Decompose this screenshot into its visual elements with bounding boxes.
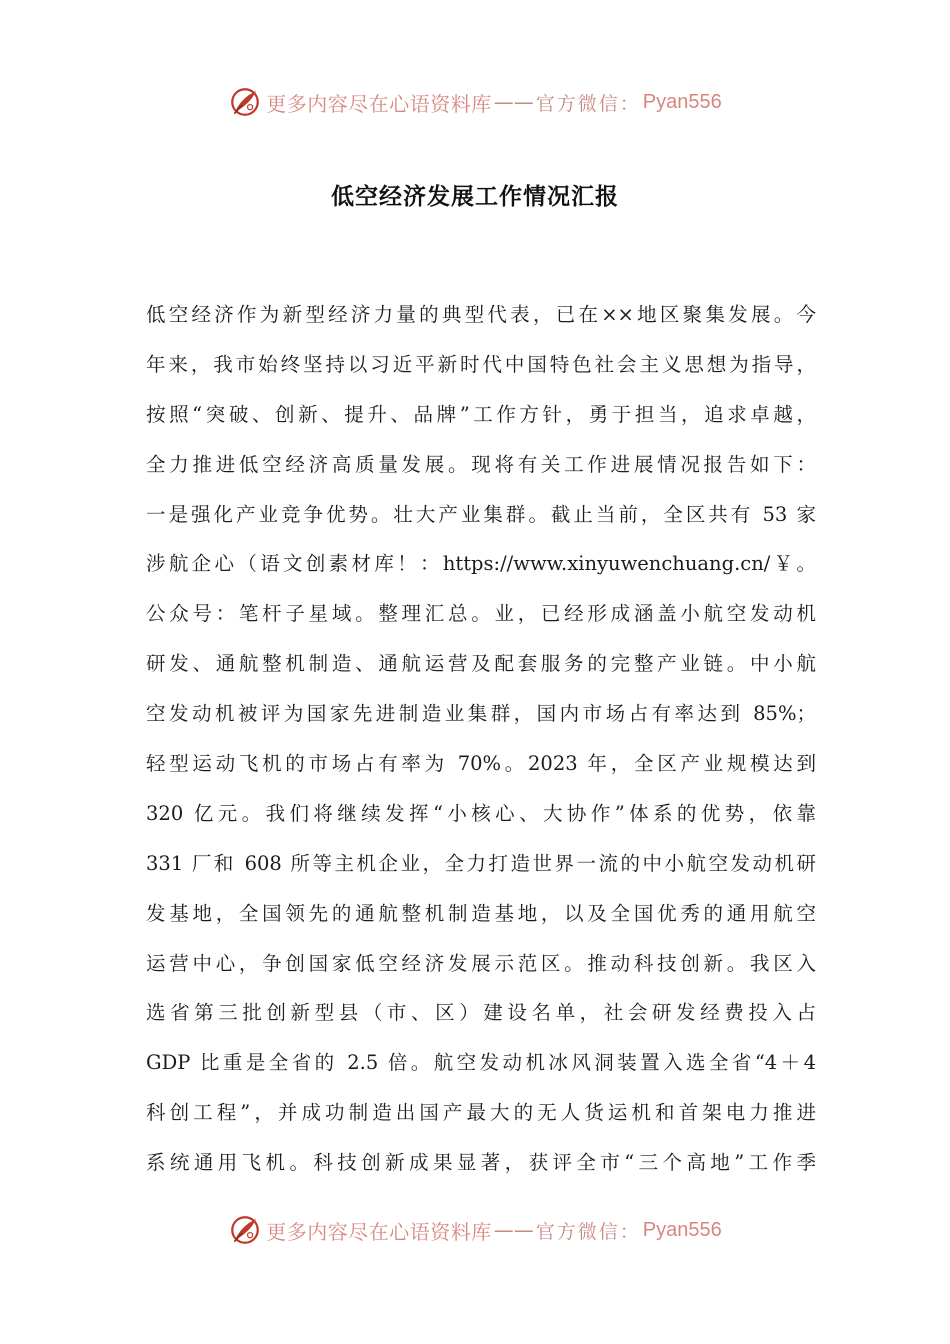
body-line: 一是强化产业竞争优势。壮大产业集群。截止当前，全区共有 53 家 (146, 502, 816, 526)
body-line: 按照“突破、创新、提升、品牌”工作方针，勇于担当，追求卓越， (146, 402, 816, 426)
body-line: 公众号：笔杆子星域。整理汇总。业，已经形成涵盖小航空发动机 (146, 602, 816, 626)
body-line: 系统通用飞机。科技创新成果显著，获评全市“三个高地”工作季 (146, 1151, 816, 1175)
banner-wechat-label: 官方微信： (535, 92, 641, 115)
header-banner (0, 80, 950, 124)
footer-banner (0, 1208, 950, 1252)
body-line: 331 厂和 608 所等主机企业，全力打造世界一流的中小航空发动机研 (146, 851, 816, 875)
banner-slogan: 更多内容尽在心语资料库 (266, 91, 492, 116)
body-line: 发基地，全国领先的通航整机制造基地，以及全国优秀的通用航空 (146, 901, 816, 925)
quill-pen-logo-icon (228, 85, 262, 119)
body-line: 空发动机被评为国家先进制造业集群，国内市场占有率达到 85%； (146, 702, 816, 726)
body-line: 科创工程”，并成功制造出国产最大的无人货运机和首架电力推进 (146, 1101, 816, 1125)
body-line: 运营中心，争创国家低空经济发展示范区。推动科技创新。我区入 (146, 951, 816, 975)
body-line: 低空经济作为新型经济力量的典型代表，已在××地区聚集发展。今 (146, 303, 816, 326)
banner-wechat-id: Pyan556 (642, 90, 722, 113)
body-line: 320 亿元。我们将继续发挥“小核心、大协作”体系的优势，依靠 (146, 801, 816, 825)
banner-wechat-id: Pyan556 (642, 1218, 722, 1241)
body-line: 涉航企心（语文创素材库！：https://www.xinyuwenchuang.cn/￥。 (146, 552, 816, 576)
body-line: 年来，我市始终坚持以习近平新时代中国特色社会主义思想为指导， (146, 352, 816, 376)
body-line: 研发、通航整机制造、通航运营及配套服务的完整产业链。中小航 (146, 652, 816, 676)
body-line: 全力推进低空经济高质量发展。现将有关工作进展情况报告如下： (146, 452, 816, 476)
banner-dash: —— (493, 90, 534, 114)
body-line: 轻型运动飞机的市场占有率为 70%。2023 年，全区产业规模达到 (146, 752, 816, 776)
document-title: 低空经济发展工作情况汇报 (331, 184, 619, 210)
banner-dash: —— (493, 1218, 534, 1242)
quill-pen-logo-icon (228, 1213, 262, 1247)
banner-wechat-label: 官方微信： (535, 1220, 641, 1243)
body-line: GDP 比重是全省的 2.5 倍。航空发动机冰风洞装置入选全省“4＋4 (146, 1051, 816, 1075)
banner-slogan: 更多内容尽在心语资料库 (266, 1219, 492, 1244)
document-body (146, 290, 816, 1188)
body-line: 选省第三批创新型县（市、区）建设名单，社会研发经费投入占 (146, 1001, 816, 1025)
